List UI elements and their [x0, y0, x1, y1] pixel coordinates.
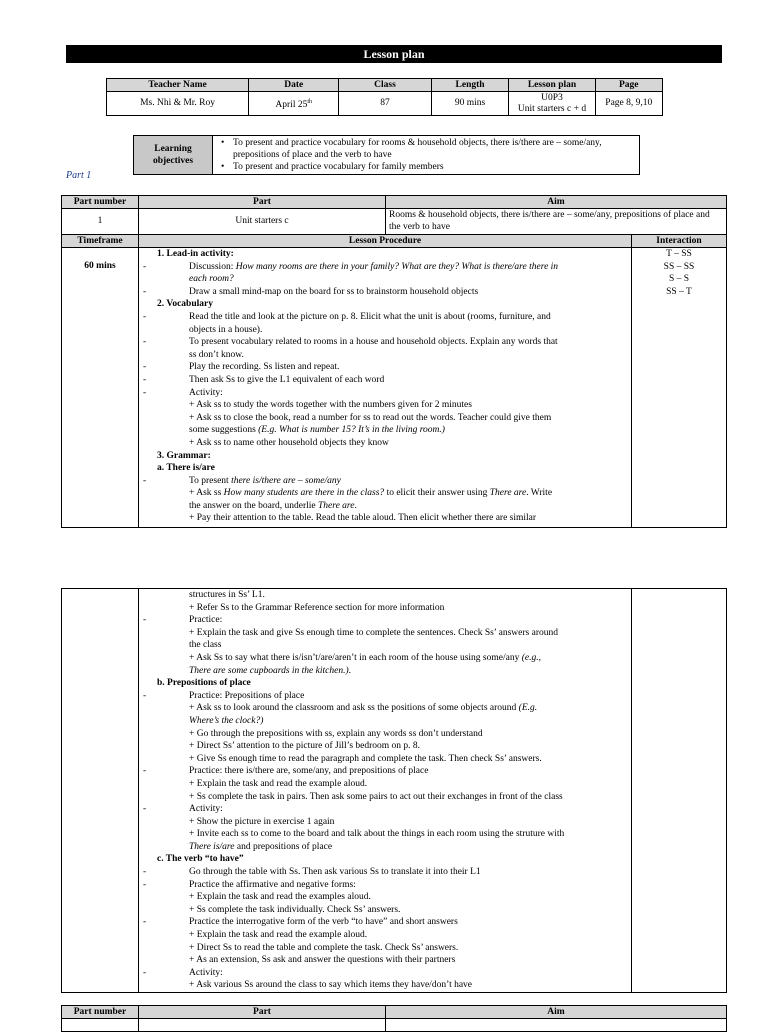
procedure-line: 2. Vocabulary [157, 299, 213, 310]
procedure-line: + Ask ss How many students are there in the class? to elicit their answer using There are. Write [189, 488, 553, 499]
procedure-line: + Go through the prepositions with ss, explain any words ss don’t understand [189, 728, 483, 739]
info-value-row [107, 92, 663, 116]
interaction-item: SS – T [666, 286, 692, 297]
header-lesson-procedure: Lesson Procedure [139, 235, 632, 248]
procedure-line: c. The verb “to have” [157, 854, 244, 865]
header-page: Page [595, 79, 662, 92]
procedure-line: b. Prepositions of place [157, 678, 251, 689]
objective-item: • To present and practice vocabulary for rooms & household objects, there is/there are – some/any, prepositions of place and the verb to have [233, 137, 635, 161]
procedure-line: - To present there is/there are – some/any [157, 475, 627, 488]
procedure-line: + Ask ss to look around the classroom and ask ss the positions of some objects around (E.g. [189, 703, 538, 714]
procedure-line: + Ss complete the task individually. Check Ss’ answers. [189, 904, 401, 915]
procedure-continuation-row [62, 589, 727, 993]
procedure-line: - Go through the table with Ss. Then ask various Ss to translate it into their L1 [157, 866, 627, 879]
procedure-line: - Discussion: How many rooms are there in your family? What are they? What is there/are there in [157, 261, 627, 274]
procedure-line: + Ask Ss to say what there is/isn’t/are/aren’t in each room of the house using some/any (e.g., [189, 652, 541, 663]
timeframe-empty [62, 589, 139, 993]
interaction-list [632, 248, 727, 528]
procedure-line: + Give Ss enough time to read the paragraph and complete the task. Then check Ss’ answers. [189, 753, 542, 764]
header-class: Class [339, 79, 431, 92]
procedure-line: + Direct Ss’ attention to the picture of Jill’s bedroom on p. 8. [189, 741, 421, 752]
procedure-line: + Ask various Ss around the class to say which items they have/don’t have [189, 980, 473, 991]
interaction-item: T – SS [666, 249, 692, 259]
procedure-line: - Then ask Ss to give the L1 equivalent of each word [157, 374, 627, 387]
procedure-line: 3. Grammar: [157, 450, 211, 461]
header-date: Date [249, 79, 339, 92]
header-part-number: Part number [62, 1006, 139, 1019]
procedure-line: - Play the recording. Ss listen and repeat. [157, 361, 627, 374]
procedure-line: objects in a house). [189, 324, 263, 335]
procedure-line: the answer on the board, underlie There are. [189, 500, 357, 511]
procedure-line: + Explain the task and give Ss enough time to complete the sentences. Check Ss’ answers around [189, 627, 558, 638]
interaction-item: SS – SS [663, 261, 695, 272]
procedure-line: - Activity: [157, 967, 627, 980]
next-part-table [61, 1005, 727, 1032]
procedure-line: - Draw a small mind-map on the board for ss to brainstorm household objects [157, 286, 627, 299]
objective-item: • To present and practice vocabulary for family members [233, 161, 635, 173]
procedure-line: + As an extension, Ss ask and answer the questions with their partners [189, 955, 456, 966]
header-timeframe: Timeframe [62, 235, 139, 248]
interaction-item: S – S [668, 274, 690, 285]
header-aim: Aim [386, 196, 727, 209]
procedure-line: - Practice the interrogative form of the verb “to have” and short answers [157, 916, 627, 929]
header-length: Length [431, 79, 509, 92]
procedure-line: 1. Lead-in activity: [157, 249, 234, 259]
header-part: Part [139, 1006, 386, 1019]
procedure-line: - Practice: there is/there are, some/any, and prepositions of place [157, 765, 627, 778]
procedure-line: + Direct Ss to read the table and complete the task. Check Ss’ answers. [189, 942, 459, 953]
procedure-line: structures in Ss’ L1. [189, 590, 265, 600]
procedure-line: + Show the picture in exercise 1 again [189, 816, 335, 827]
procedure-line: + Explain the task and read the examples aloud. [189, 892, 371, 903]
part-label: Part 1 [66, 170, 92, 181]
lesson-plan-title: Lesson plan [66, 45, 722, 63]
length-value: 90 mins [431, 92, 509, 116]
procedure-line: + Ss complete the task in pairs. Then ask some pairs to act out their exchanges in front of the class [189, 791, 563, 802]
lesson-date: April 25th [249, 92, 339, 116]
part-aim: Rooms & household objects, there is/there are – some/any, prepositions of place and the verb to have [386, 209, 727, 235]
objectives-label: Learning objectives [134, 136, 213, 175]
page-value: Page 8, 9,10 [595, 92, 662, 116]
part-header-row [62, 196, 727, 209]
class-value: 87 [339, 92, 431, 116]
procedure-body [139, 248, 632, 528]
next-part-header-row [62, 1006, 727, 1019]
procedure-row [62, 248, 727, 528]
header-part: Part [139, 196, 386, 209]
procedure-table [61, 195, 727, 528]
procedure-line: - Practice the affirmative and negative forms: [157, 879, 627, 892]
procedure-line: + Ask ss to close the book, read a number for ss to read out the words. Teacher could give them [189, 412, 552, 423]
lesson-plan-value: U0P3 Unit starters c + d [509, 92, 595, 116]
header-teacher-name: Teacher Name [107, 79, 249, 92]
procedure-line: There are some cupboards in the kitchen.). [189, 665, 351, 676]
timeframe-value: 60 mins [62, 248, 139, 528]
part-row [62, 209, 727, 235]
header-lesson-plan: Lesson plan [509, 79, 595, 92]
procedure-line: + Pay their attention to the table. Read the table aloud. Then elicit whether there are similar [189, 513, 537, 524]
procedure-line: a. There is/are [157, 463, 215, 474]
procedure-line: ss don’t know. [189, 349, 244, 360]
procedure-line: + Invite each ss to come to the board and talk about the things in each room using the struture with [189, 829, 565, 840]
procedure-line: - Practice: Prepositions of place [157, 690, 627, 703]
procedure-header-row [62, 235, 727, 248]
procedure-line: + Ask ss to study the words together with the numbers given for 2 minutes [189, 400, 472, 411]
header-interaction: Interaction [632, 235, 727, 248]
procedure-line: - Activity: [157, 387, 627, 400]
procedure-line: - Practice: [157, 614, 627, 627]
procedure-line: + Explain the task and read the example aloud. [189, 778, 368, 789]
procedure-line: Where’s the clock?) [189, 715, 264, 726]
header-part-number: Part number [62, 196, 139, 209]
part-name: Unit starters c [139, 209, 386, 235]
procedure-line: + Refer Ss to the Grammar Reference section for more information [189, 602, 445, 613]
procedure-line: each room? [189, 274, 234, 285]
procedure-line: + Ask ss to name other household objects they know [189, 437, 389, 448]
header-aim: Aim [386, 1006, 727, 1019]
procedure-line: - Read the title and look at the picture on p. 8. Elicit what the unit is about (rooms, furniture, and [157, 311, 627, 324]
procedure-line: some suggestions (E.g. What is number 15? It’s in the living room.) [189, 425, 445, 436]
objectives-list [213, 136, 640, 175]
procedure-continuation-table [61, 588, 727, 993]
procedure-line: the class [189, 640, 222, 651]
info-header-row [107, 79, 663, 92]
procedure-line: + Explain the task and read the example aloud. [189, 930, 368, 941]
interaction-empty [632, 589, 727, 993]
procedure-line: - To present vocabulary related to rooms in a house and household objects. Explain any words that [157, 336, 627, 349]
teacher-name: Ms. Nhi & Mr. Roy [107, 92, 249, 116]
procedure-line: - Activity: [157, 803, 627, 816]
objectives-table [133, 135, 640, 175]
procedure-body-continued [139, 589, 632, 993]
procedure-line: There is/are and prepositions of place [189, 841, 333, 852]
info-table [106, 78, 663, 116]
part-number: 1 [62, 209, 139, 235]
